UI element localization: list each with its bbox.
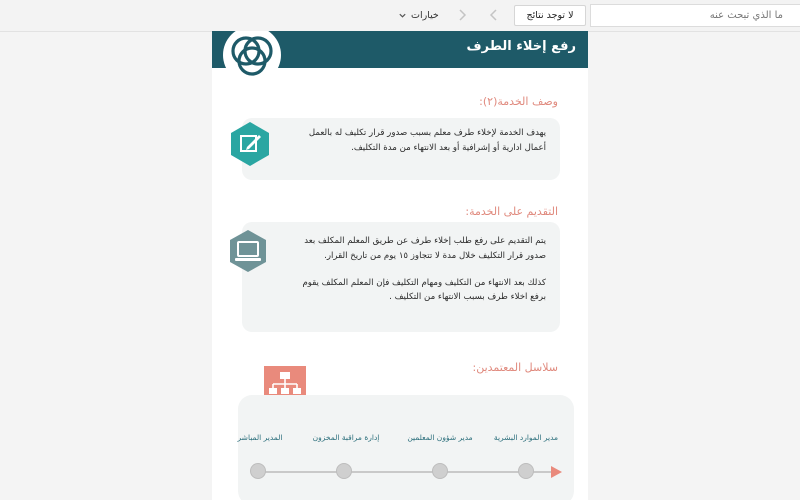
- arrow-left-icon: [549, 465, 563, 479]
- laptop-icon: [224, 227, 272, 275]
- logo-icon: [222, 31, 282, 85]
- chain-step-label: المدير المباشر: [237, 433, 283, 442]
- approval-chain-panel: [238, 395, 574, 500]
- chain-step-node: [518, 463, 534, 479]
- next-result-button[interactable]: [485, 6, 503, 24]
- approval-chain-title: سلاسل المعتمدين:: [472, 361, 558, 374]
- chain-step-label: مدير الموارد البشرية: [493, 433, 559, 442]
- search-input[interactable]: [590, 4, 800, 27]
- options-label: خيارات: [411, 9, 439, 21]
- chain-line: [257, 471, 555, 473]
- applying-panel: [242, 222, 560, 332]
- edit-icon: [226, 120, 274, 168]
- service-description-panel: [242, 118, 560, 180]
- chain-step-label: إدارة مراقبة المخزون: [312, 433, 380, 442]
- chain-step-node: [336, 463, 352, 479]
- page-title: رفع إخلاء الطرف: [466, 39, 576, 54]
- applying-title: التقديم على الخدمة:: [465, 205, 558, 218]
- options-button[interactable]: [398, 6, 439, 24]
- search-placeholder: ما الذي تبحث عنه: [709, 10, 783, 21]
- chain-step-node: [432, 463, 448, 479]
- chevron-down-icon: [398, 11, 407, 20]
- service-description-text: يهدف الخدمة لإخلاء طرف معلم بسبب صدور قرار تكليف له بالعمل أعمال ادارية أو إشرافية أو بعد الانتهاء من مدة التكليف.: [308, 128, 546, 153]
- service-description-title: وصف الخدمة(٢):: [479, 95, 558, 108]
- no-results-badge: لا توجد نتائج: [514, 5, 586, 26]
- chain-step-label: مدير شؤون المعلمين: [407, 433, 473, 442]
- chain-step-node: [250, 463, 266, 479]
- previous-result-button[interactable]: [453, 6, 471, 24]
- find-bar: [0, 0, 800, 32]
- service-card: [212, 31, 588, 500]
- applying-text: يتم التقديم على رفع طلب إخلاء طرف عن طريق المعلم المكلف بعد صدور قرار التكليف خلال مدة لا تتجاوز ١٥ يوم من تاريخ القرار. كذلك بعد الانتهاء من التكليف ومهام التكليف فإن المعلم المكلف يقوم برفع اخلاء طرف بسبب الانتهاء من التكليف .: [302, 236, 546, 303]
